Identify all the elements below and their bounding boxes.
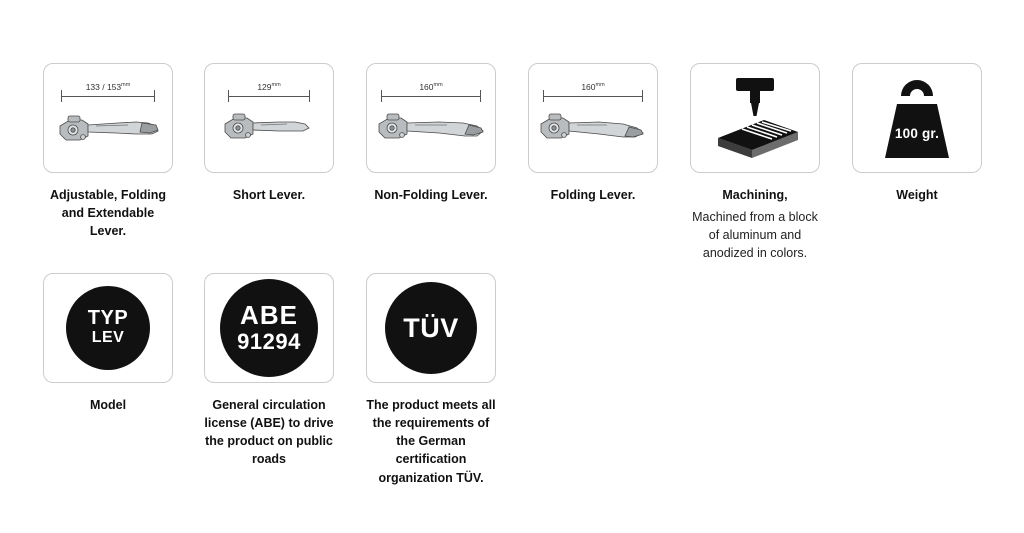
- cnc-milling-icon: [702, 76, 808, 168]
- feature-adjustable-folding-extendable: [43, 63, 173, 240]
- caption-line-2: and Extendable Lever.: [61, 206, 155, 239]
- lever-icon: [52, 110, 164, 154]
- badge-line-1: TÜV: [403, 312, 459, 343]
- feature-abe: [204, 273, 334, 469]
- dimension-text: $160^{mm}$: [416, 82, 445, 92]
- dimension-text: $133 / 153^{mm}$: [83, 82, 134, 92]
- weight-icon: [867, 74, 967, 164]
- feature-model: [43, 273, 173, 414]
- dimension-bar: [228, 96, 310, 97]
- feature-caption: Non-Folding Lever.: [374, 188, 488, 202]
- lever-illustration-tile: [204, 63, 334, 173]
- dimension-line: [381, 84, 481, 100]
- dimension-tick-left: [381, 90, 382, 102]
- badge-line-2: 91294: [237, 329, 301, 354]
- dimension-unit: mm: [121, 82, 131, 89]
- abe-badge-icon: [220, 279, 318, 377]
- dimension-line: [543, 84, 643, 100]
- feature-caption: Folding Lever.: [550, 188, 636, 202]
- dimension-bar: [543, 96, 643, 97]
- feature-caption: The product meets all the requirements of the German certification organization TÜV.: [366, 398, 496, 485]
- feature-non-folding-lever: [366, 63, 496, 204]
- dimension-bar: [61, 96, 155, 97]
- feature-machining: [690, 63, 820, 263]
- weight-value-label: 100 gr.: [894, 126, 940, 141]
- dimension-unit: mm: [433, 82, 443, 89]
- feature-folding-lever: [528, 63, 658, 204]
- lever-illustration-tile: [43, 63, 173, 173]
- badge-line-1: TYP: [87, 307, 129, 330]
- dimension-tick-right: [309, 90, 310, 102]
- caption-line-1: Adjustable, Folding: [50, 188, 166, 202]
- badge-line-2: LEV: [91, 329, 125, 347]
- lever-icon: [535, 110, 651, 154]
- feature-weight: [852, 63, 982, 204]
- dimension-line: [228, 84, 310, 100]
- lever-icon: [219, 110, 319, 152]
- dimension-text: $160^{mm}$: [578, 82, 607, 92]
- machining-illustration-tile: [690, 63, 820, 173]
- dimension-tick-left: [61, 90, 62, 102]
- feature-caption: Short Lever.: [232, 188, 306, 202]
- dimension-tick-right: [480, 90, 481, 102]
- feature-short-lever: [204, 63, 334, 204]
- feature-caption: Weight: [896, 188, 938, 202]
- dimension-text: $129^{mm}$: [254, 82, 283, 92]
- lever-icon: [373, 110, 489, 154]
- feature-caption: [43, 186, 173, 240]
- feature-caption: Machining,: [722, 188, 788, 202]
- dimension-tick-left: [228, 90, 229, 102]
- lever-illustration-tile: [528, 63, 658, 173]
- badge-line-1: ABE: [240, 299, 298, 330]
- feature-caption: Model: [89, 398, 127, 412]
- dimension-tick-right: [642, 90, 643, 102]
- dimension-unit: mm: [595, 82, 605, 89]
- dimension-tick-right: [154, 90, 155, 102]
- weight-illustration-tile: [852, 63, 982, 173]
- model-badge-tile: [43, 273, 173, 383]
- feature-caption: General circulation license (ABE) to drive the product on public roads: [204, 398, 334, 467]
- tuv-badge-icon: [385, 282, 477, 374]
- model-badge-icon: [66, 286, 150, 370]
- dimension-bar: [381, 96, 481, 97]
- abe-badge-tile: [204, 273, 334, 383]
- lever-illustration-tile: [366, 63, 496, 173]
- dimension-unit: mm: [271, 82, 281, 89]
- dimension-line: [61, 84, 155, 100]
- tuv-badge-tile: [366, 273, 496, 383]
- feature-tuv: [366, 273, 496, 487]
- dimension-tick-left: [543, 90, 544, 102]
- feature-subcaption: Machined from a block of aluminum and anodized in colors.: [692, 210, 818, 261]
